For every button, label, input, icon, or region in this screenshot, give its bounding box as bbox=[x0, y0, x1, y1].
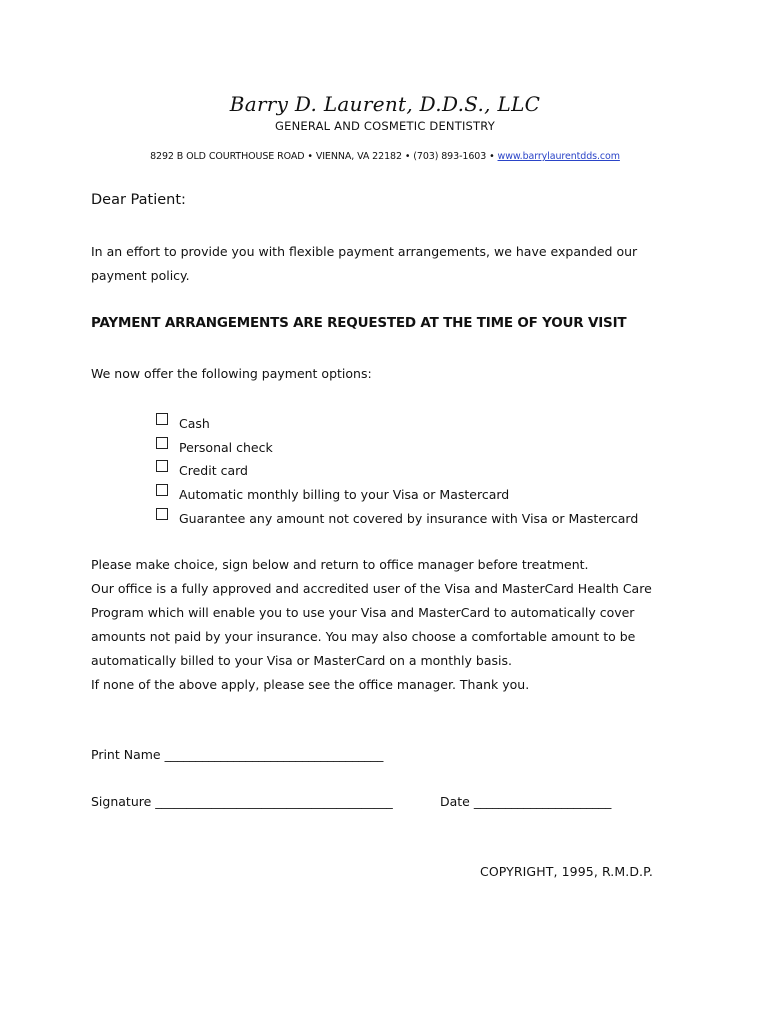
print-name-field[interactable]: Print Name ___________________________________ bbox=[91, 747, 384, 762]
option-label: Credit card bbox=[179, 462, 248, 478]
website-link[interactable]: www.barrylaurentdds.com bbox=[497, 151, 620, 162]
separator-dot: • bbox=[489, 151, 495, 162]
separator-dot: • bbox=[404, 151, 411, 162]
option-label: Guarantee any amount not covered by insurance with Visa or Mastercard bbox=[179, 510, 639, 526]
details-line: Our office is a fully approved and accredited user of the Visa and MasterCard Health Care bbox=[91, 581, 652, 596]
greeting: Dear Patient: bbox=[91, 192, 186, 208]
options-intro: We now offer the following payment options: bbox=[91, 366, 372, 381]
intro-line: payment policy. bbox=[91, 268, 190, 283]
separator-dot: • bbox=[307, 151, 313, 162]
option-guarantee[interactable] bbox=[156, 508, 638, 528]
option-label: Personal check bbox=[179, 439, 273, 455]
city-state-zip: VIENNA, VA 22182 bbox=[315, 151, 402, 162]
option-credit-card[interactable] bbox=[156, 460, 248, 480]
details-line: Please make choice, sign below and return to office manager before treatment. bbox=[91, 557, 589, 572]
intro-line: In an effort to provide you with flexible payment arrangements, we have expanded our bbox=[91, 244, 638, 259]
copyright-notice: COPYRIGHT, 1995, R.M.D.P. bbox=[480, 864, 653, 879]
option-cash[interactable] bbox=[156, 413, 210, 433]
phone-number: (703) 893-1603 bbox=[413, 151, 487, 162]
option-monthly-billing[interactable] bbox=[156, 484, 509, 504]
contact-line bbox=[0, 151, 770, 162]
section-heading: PAYMENT ARRANGEMENTS ARE REQUESTED AT THE TIME OF YOUR VISIT bbox=[91, 315, 627, 331]
details-line: Program which will enable you to use your Visa and MasterCard to automatically cover bbox=[91, 605, 635, 620]
checkbox[interactable] bbox=[156, 484, 168, 496]
details-paragraph bbox=[91, 553, 671, 697]
intro-paragraph bbox=[91, 240, 671, 288]
checkbox[interactable] bbox=[156, 508, 168, 520]
checkbox[interactable] bbox=[156, 413, 168, 425]
checkbox[interactable] bbox=[156, 460, 168, 472]
option-label: Automatic monthly billing to your Visa or Mastercard bbox=[179, 486, 510, 502]
checkbox[interactable] bbox=[156, 437, 168, 449]
option-label: Cash bbox=[179, 415, 210, 431]
details-line: amounts not paid by your insurance. You may also choose a comfortable amount to be bbox=[91, 629, 636, 644]
details-line: If none of the above apply, please see the office manager. Thank you. bbox=[91, 677, 530, 692]
signature-field[interactable]: Signature ______________________________________ bbox=[91, 794, 393, 809]
details-line: automatically billed to your Visa or MasterCard on a monthly basis. bbox=[91, 653, 512, 668]
practice-name: Barry D. Laurent, D.D.S., LLC bbox=[229, 92, 541, 116]
date-field[interactable]: Date ______________________ bbox=[440, 794, 612, 809]
practice-specialty: GENERAL AND COSMETIC DENTISTRY bbox=[275, 119, 495, 133]
option-personal-check[interactable] bbox=[156, 437, 273, 457]
street-address: 8292 B OLD COURTHOUSE ROAD bbox=[150, 151, 305, 162]
